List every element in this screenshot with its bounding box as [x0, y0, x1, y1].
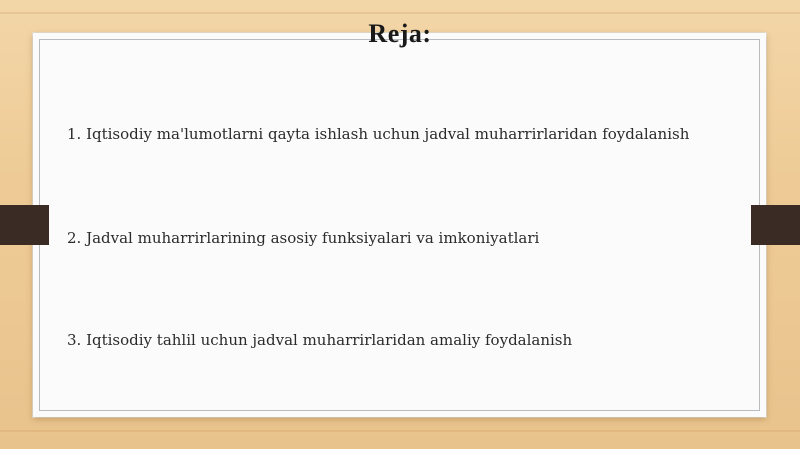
slide-card-border	[39, 39, 760, 411]
right-tab-decoration	[751, 205, 800, 245]
slide-card	[33, 33, 766, 417]
left-tab-decoration	[0, 205, 49, 245]
plan-item-1: 1. Iqtisodiy ma'lumotlarni qayta ishlash uchun jadval muharrirlaridan foydalanish	[67, 125, 690, 143]
slide-title: Reja:	[368, 19, 432, 48]
wood-grain	[0, 430, 800, 432]
plan-item-2: 2. Jadval muharrirlarining asosiy funksiyalari va imkoniyatlari	[67, 229, 540, 247]
wood-grain	[0, 12, 800, 14]
plan-item-3: 3. Iqtisodiy tahlil uchun jadval muharrirlaridan amaliy foydalanish	[67, 331, 573, 349]
